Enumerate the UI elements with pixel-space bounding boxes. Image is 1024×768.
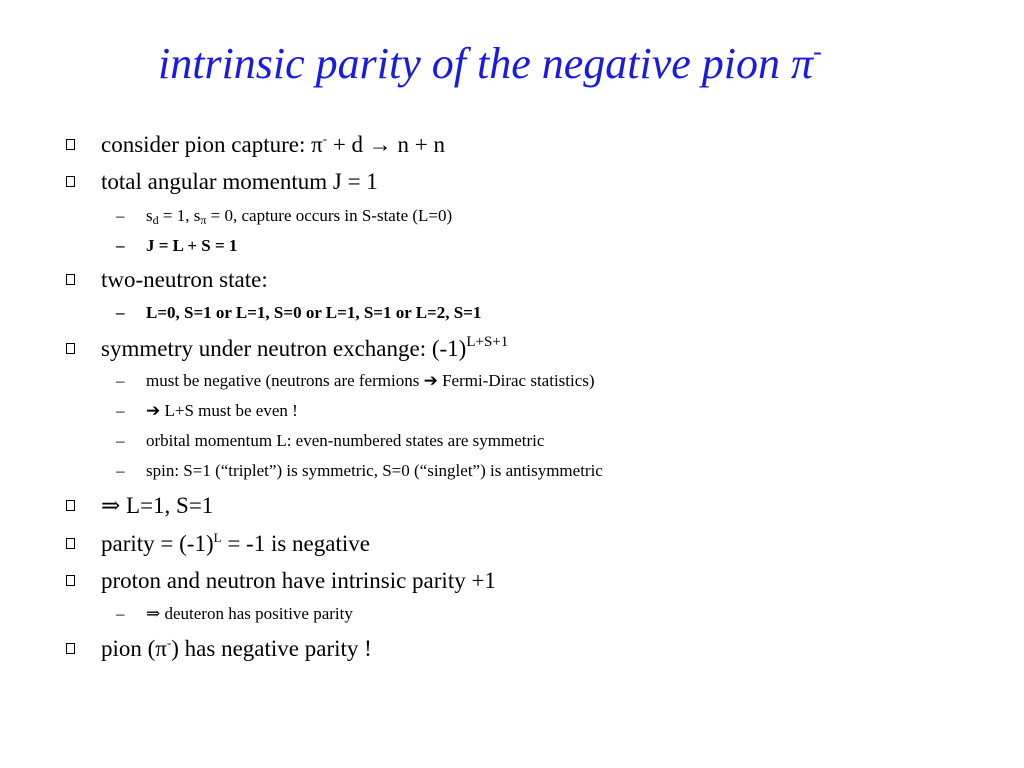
sub-item-text: J = L + S = 1 bbox=[146, 236, 238, 255]
square-bullet-icon bbox=[66, 538, 75, 549]
slide-title bbox=[158, 36, 998, 92]
bullet-text: consider pion capture: π- + d → n + n bbox=[101, 131, 446, 157]
sub-item-text: orbital momentum L: even-numbered states are symmetric bbox=[146, 431, 545, 450]
bullet-text: two-neutron state: bbox=[101, 267, 268, 292]
bullet-text: total angular momentum J = 1 bbox=[101, 169, 378, 194]
square-bullet-icon bbox=[66, 575, 75, 586]
dash-bullet-icon: – bbox=[116, 431, 125, 450]
bullet-text: symmetry under neutron exchange: $(-1)^{L+S+1}$ bbox=[101, 334, 509, 361]
bullet-text: ⇒ L=1, S=1 bbox=[101, 493, 214, 518]
dash-bullet-icon: – bbox=[116, 303, 125, 322]
sub-item-text: L=0, S=1 or L=1, S=0 or L=1, S=1 or L=2, S=1 bbox=[146, 303, 482, 322]
square-bullet-icon bbox=[66, 500, 75, 511]
dash-bullet-icon: – bbox=[116, 206, 125, 225]
dash-bullet-icon: – bbox=[116, 236, 125, 255]
square-bullet-icon bbox=[66, 343, 75, 354]
sub-item-text: ➔ L+S must be even ! bbox=[146, 401, 298, 420]
title-text: intrinsic parity of the negative pion π bbox=[158, 39, 814, 88]
sub-item-text: ⇒ deuteron has positive parity bbox=[146, 604, 353, 623]
dash-bullet-icon: – bbox=[116, 604, 125, 623]
bullet-text: pion (π-) has negative parity ! bbox=[101, 635, 372, 661]
title-superscript: - bbox=[813, 37, 822, 66]
bullet-text: parity = $(-1)^L = -1$ is negative bbox=[101, 530, 370, 556]
bullet-text: proton and neutron have intrinsic parity +1 bbox=[101, 568, 496, 593]
square-bullet-icon bbox=[66, 274, 75, 285]
dash-bullet-icon: – bbox=[116, 401, 125, 420]
sub-item-text: must be negative (neutrons are fermions ➔ Fermi-Dirac statistics) bbox=[146, 371, 595, 390]
square-bullet-icon bbox=[66, 139, 75, 150]
sub-item-text: spin: S=1 (“triplet”) is symmetric, S=0 (“singlet”) is antisymmetric bbox=[146, 461, 603, 480]
dash-bullet-icon: – bbox=[116, 371, 125, 390]
dash-bullet-icon: – bbox=[116, 461, 125, 480]
square-bullet-icon bbox=[66, 643, 75, 654]
square-bullet-icon bbox=[66, 176, 75, 187]
sub-item-text: $s_d = 1$, $s_\pi = 0$, capture occurs in S-state (L=0) bbox=[146, 206, 453, 227]
